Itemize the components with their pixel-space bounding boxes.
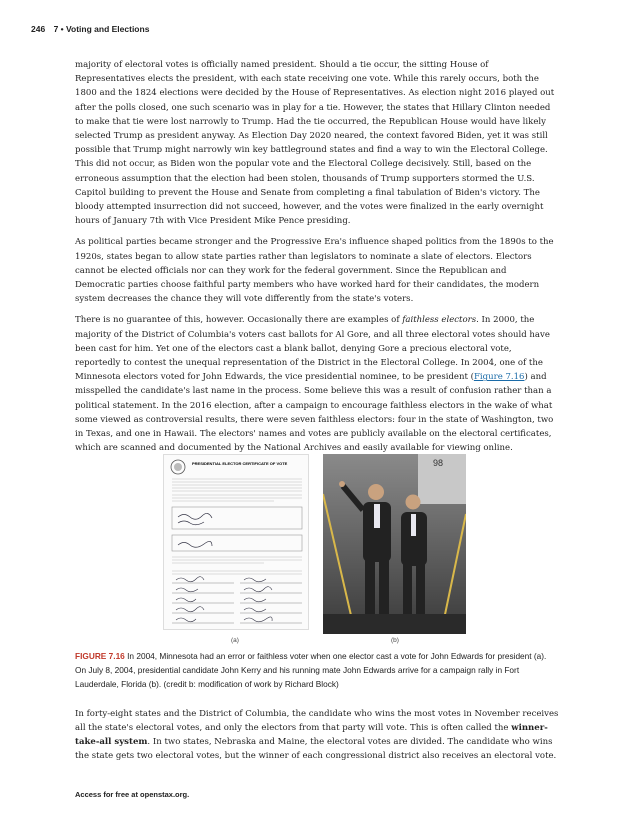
- page-number: 246: [31, 24, 46, 34]
- svg-text:98: 98: [433, 458, 444, 468]
- page-footer: Access for free at openstax.org.: [75, 790, 190, 799]
- figure-label-a: (a): [231, 637, 239, 644]
- chapter-title: 7 • Voting and Elections: [53, 24, 150, 34]
- paragraph-3-text: There is no guarantee of this, however. Occasionally there are examples of: [75, 315, 403, 326]
- paragraph-4: [75, 707, 559, 764]
- figure-link[interactable]: Figure 7.16: [473, 372, 525, 383]
- faithless-electors-term: faithless electors: [402, 315, 477, 326]
- paragraph-3-text-3: ) and misspelled the candidate's last name in the process. Some believe this was a result of confusion rather than a political statement. In the 2016 election, after a campaign to encourage faithless electors in the wake of what some viewed as controversial results, there were seven faithless electors: four in the state of Washington, two in Texas, and one in Hawaii. The electors' names and votes are publicly available on the electoral certificates, which are scanned and documented by the National Archives and easily available for viewing online.: [75, 372, 554, 454]
- paragraph-1: majority of electoral votes is officially named president. Should a tie occur, the sitting House of Representatives elects the president, with each state receiving one vote. While this rarely occurs, both the 1800 and the 1824 elections were decided by the House of Representatives. As election night 2016 played out after the polls closed, one such scenario was in play for a tie. However, the states that Hillary Clinton needed to make that tie were lost narrowly to Trump. Had the tie occurred, the Republican House would have likely selected Trump as president anyway. As Election Day 2020 neared, the context favored Biden, yet it was still possible that Trump might narrowly win key battleground states and find a way to win the Electoral College. This did not occur, as Biden won the popular vote and the Electoral College decisively. Still, based on the erroneous assumption that the election had been stolen, thousands of Trump supporters stormed the U.S. Capitol building to prevent the House and Senate from completing a final tabulation of Biden's victory. The bloody attempted insurrection did not succeed, however, and the votes were finalized in the early overnight hours of January 7th with Vice President Mike Pence presiding.: [75, 60, 555, 227]
- kerry-edwards-photo: [323, 454, 466, 634]
- certificate-of-vote-image: [163, 454, 309, 630]
- photo-drawing: [323, 454, 466, 634]
- paragraph-4-text: In forty-eight states and the District of Columbia, the candidate who wins the most votes in November receives all the state's electoral votes, and only the electors from that party will vote. This is often called the: [75, 708, 559, 733]
- certificate-drawing: [164, 455, 309, 630]
- paragraph-3-text-2: . In 2000, the majority of the District of Columbia's voters cast ballots for Al Gore, and all three electoral votes should have been cast for him. Yet one of the electors cast a blank ballot, denying Gore a precious electoral vote, reportedly to contest the unequal representation of the District in the Electoral College. In 2004, one of the Minnesota electors voted for John Edwards, the vice presidential nominee, to be president (: [75, 315, 550, 383]
- figure-caption-label: FIGURE 7.16: [75, 651, 125, 661]
- paragraph-2: As political parties became stronger and the Progressive Era's influence shaped politics from the 1890s to the 1920s, states began to allow state parties rather than legislators to nominate a slate of electors. Electors cannot be elected officials nor can they work for the federal government. Since the Republican and Democratic parties choose faithful party members who have worked hard for their candidates, the modern system decreases the chance they will vote differently from the state's voters.: [75, 237, 554, 305]
- page-header: [31, 24, 149, 34]
- body-text: [75, 58, 559, 462]
- figure-7-16: [75, 452, 559, 652]
- winner-take-all-term: winner-take-all system: [75, 722, 548, 747]
- paragraph-4-text-2: . In two states, Nebraska and Maine, the electoral votes are divided. The candidate who wins the state gets two electoral votes, but the winner of each congressional district also receives an electoral vote.: [75, 736, 557, 762]
- figure-caption: [75, 650, 559, 691]
- figure-caption-text: In 2004, Minnesota had an error or faithless voter when one elector cast a vote for John Edwards for president (a). On July 8, 2004, presidential candidate John Kerry and his running mate John Edwards arrive for a campaign rally in Fort Lauderdale, Florida (b). (credit b: modification of work by Richard Block): [75, 651, 547, 689]
- figure-label-b: (b): [391, 637, 399, 644]
- certificate-title: PRESIDENTIAL ELECTOR CERTIFICATE OF VOTE: [192, 461, 288, 466]
- paragraph-3: [75, 313, 559, 455]
